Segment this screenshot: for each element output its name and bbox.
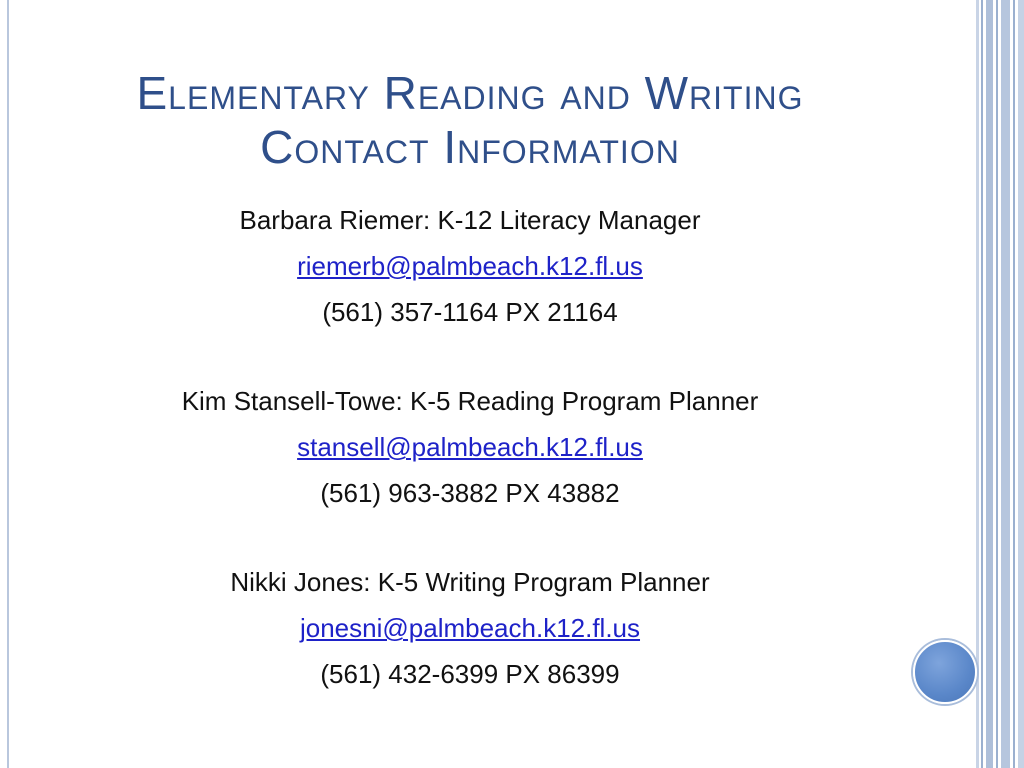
contact-name-role: Barbara Riemer: K-12 Literacy Manager (239, 205, 701, 235)
left-frame-line (7, 0, 9, 768)
right-decorative-bars (976, 0, 1024, 768)
contact-phone: (561) 357-1164 PX 21164 (322, 297, 618, 327)
contact-name-role: Kim Stansell-Towe: K-5 Reading Program Planner (181, 386, 759, 416)
contact-block (40, 378, 900, 516)
contact-phone: (561) 963-3882 PX 43882 (320, 478, 620, 508)
decor-bar (981, 0, 983, 768)
decorative-circle (913, 640, 977, 704)
title-line-1: Elementary Reading and Writing (136, 67, 804, 119)
contact-list (40, 197, 900, 697)
slide-title (60, 66, 880, 174)
contact-email-link[interactable]: jonesni@palmbeach.k12.fl.us (299, 613, 641, 643)
contact-name-role: Nikki Jones: K-5 Writing Program Planner (230, 567, 710, 597)
decor-bar (976, 0, 979, 768)
decor-bar (1018, 0, 1024, 768)
spacer (40, 335, 900, 378)
contact-block (40, 559, 900, 697)
decor-bar (1013, 0, 1015, 768)
spacer (40, 516, 900, 559)
decor-bar (996, 0, 998, 768)
contact-email-link[interactable]: riemerb@palmbeach.k12.fl.us (297, 251, 643, 281)
title-line-2: Contact Information (260, 121, 680, 173)
contact-email-link[interactable]: stansell@palmbeach.k12.fl.us (297, 432, 643, 462)
contact-block (40, 197, 900, 335)
decor-bar (986, 0, 993, 768)
decor-bar (1001, 0, 1010, 768)
contact-phone: (561) 432-6399 PX 86399 (320, 659, 620, 689)
